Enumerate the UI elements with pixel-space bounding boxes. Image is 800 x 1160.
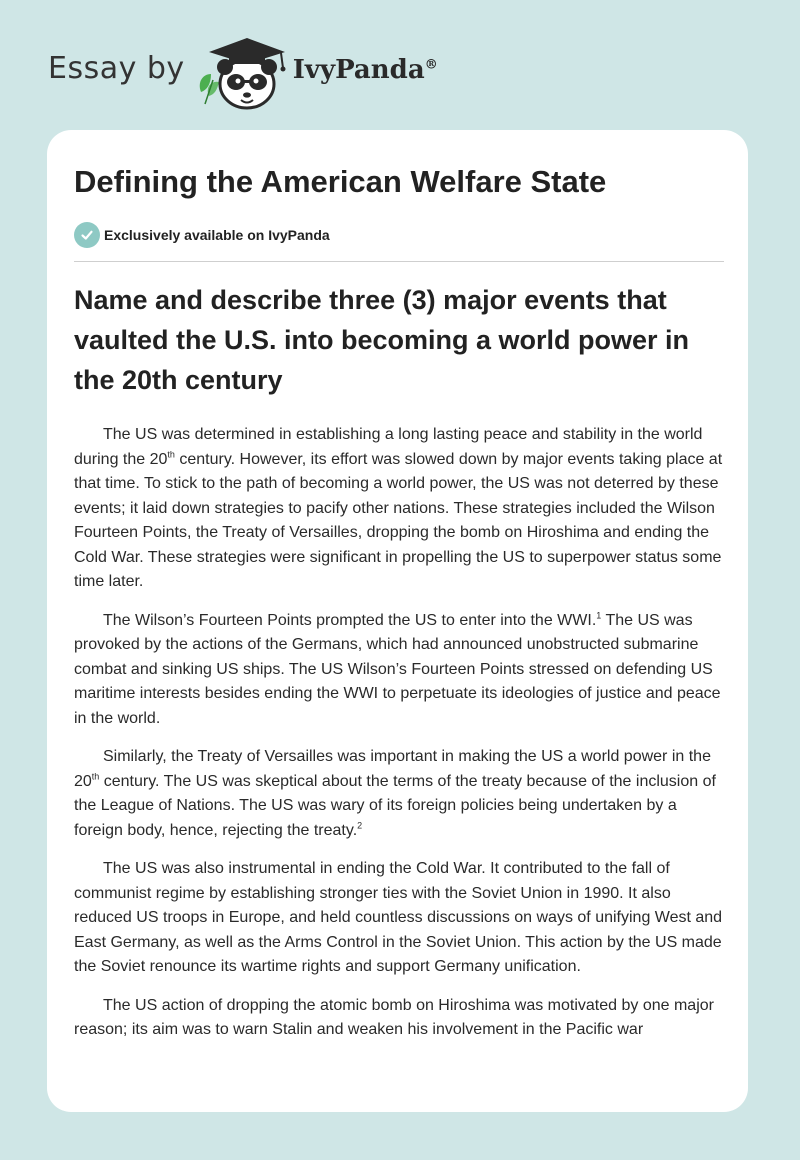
exclusive-badge: [74, 222, 330, 248]
paragraph-text: The US action of dropping the atomic bomb on Hiroshima was motivated by one major reason; its aim was to warn Stalin and weaken his involvement in the Pacific war: [74, 996, 714, 1038]
paragraph-text: century. However, its effort was slowed down by major events taking place at that time. To stick to the path of becoming a world power, the US was not deterred by these events; it laid down strategies to pacify other nations. These strategies included the Wilson Fourteen Points, the Treaty of Versailles, dropping the bomb on Hiroshima and ending the Cold War. These strategies were significant in propelling the US to superpower status some time later.: [74, 450, 723, 590]
brand-prefix: Essay by: [48, 50, 185, 86]
registered-mark: ®: [424, 57, 438, 73]
paragraph-text: Similarly, the Treaty of Versailles was important in making the US a world power in the 20: [74, 748, 711, 790]
footnote-ref[interactable]: 2: [357, 820, 363, 831]
paragraph-text: The US was provoked by the actions of the Germans, which had announced unobstructed submarine combat and sinking US ships. The US Wilson’s Fourteen Points stressed on defending US maritime interests besides ending the WWI to perpetuate its ideologies of justice and peace in the world.: [74, 611, 721, 727]
footnote-ref[interactable]: 1: [596, 610, 602, 621]
ordinal-suffix: th: [91, 771, 100, 782]
paragraph-text: The Wilson’s Fourteen Points prompted the US to enter into the WWI.: [103, 611, 597, 629]
paragraph: [74, 994, 724, 1043]
section-heading: Name and describe three (3) major events that vaulted the U.S. into becoming a world power in the 20th century: [74, 285, 690, 395]
paragraph: [74, 609, 724, 732]
essay-body: [74, 423, 724, 1057]
paragraph-text: The US was determined in establishing a long lasting peace and stability in the world during the 20: [74, 426, 703, 468]
brand-name-text[interactable]: IvyPanda: [292, 55, 425, 85]
paragraph-text: The US was also instrumental in ending the Cold War. It contributed to the fall of communist regime by establishing stronger ties with the Soviet Union in 1990. It also reduced US troops in Europe, and held countless discussions on ways of unifying West and East Germany, as well as the Arms Control in the Soviet Union. This action by the US made the Soviet renounce its wartime rights and support Germany unification.: [74, 860, 723, 975]
check-circle-icon: [74, 222, 100, 248]
panda-logo-icon[interactable]: [195, 34, 295, 114]
essay-card: [47, 130, 748, 1112]
essay-title: Defining the American Welfare State: [74, 164, 607, 199]
ordinal-suffix: th: [167, 449, 175, 460]
paragraph: [74, 423, 724, 595]
title-divider: [74, 261, 724, 262]
exclusive-badge-label: Exclusively available on IvyPanda: [104, 227, 330, 243]
paragraph: [74, 745, 724, 843]
paragraph-text: century. The US was skeptical about the terms of the treaty because of the inclusion of the League of Nations. The US was wary of its foreign policies being undertaken by a foreign body, hence, rejecting the treaty.: [74, 772, 716, 839]
paragraph: [74, 857, 724, 980]
brand-header: [48, 34, 438, 114]
brand-name[interactable]: [293, 55, 438, 85]
